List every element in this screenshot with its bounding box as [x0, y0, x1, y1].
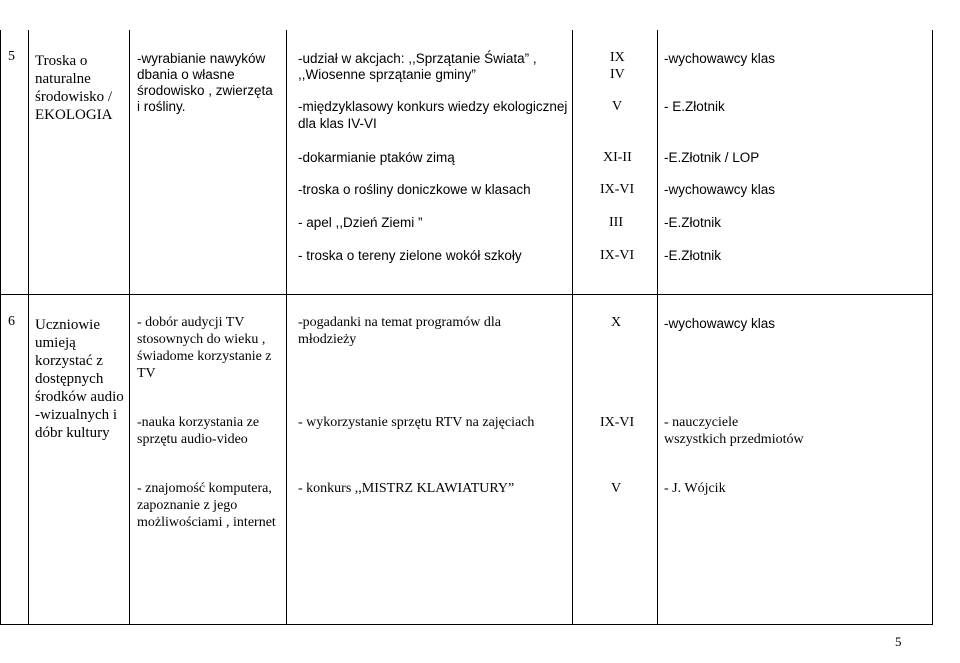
table-border-right — [932, 30, 933, 625]
table-border-col5 — [657, 30, 658, 625]
page-number: 5 — [895, 634, 902, 649]
table-border-col3 — [286, 30, 287, 625]
row-separator — [0, 294, 933, 295]
row-number: 5 — [8, 49, 15, 64]
table-border-col4 — [572, 30, 573, 625]
table-bottom-border — [0, 624, 933, 625]
table-border-left — [0, 30, 1, 625]
table-border-col1 — [28, 30, 29, 625]
table-border-col2 — [129, 30, 130, 625]
row-number: 6 — [8, 314, 15, 329]
